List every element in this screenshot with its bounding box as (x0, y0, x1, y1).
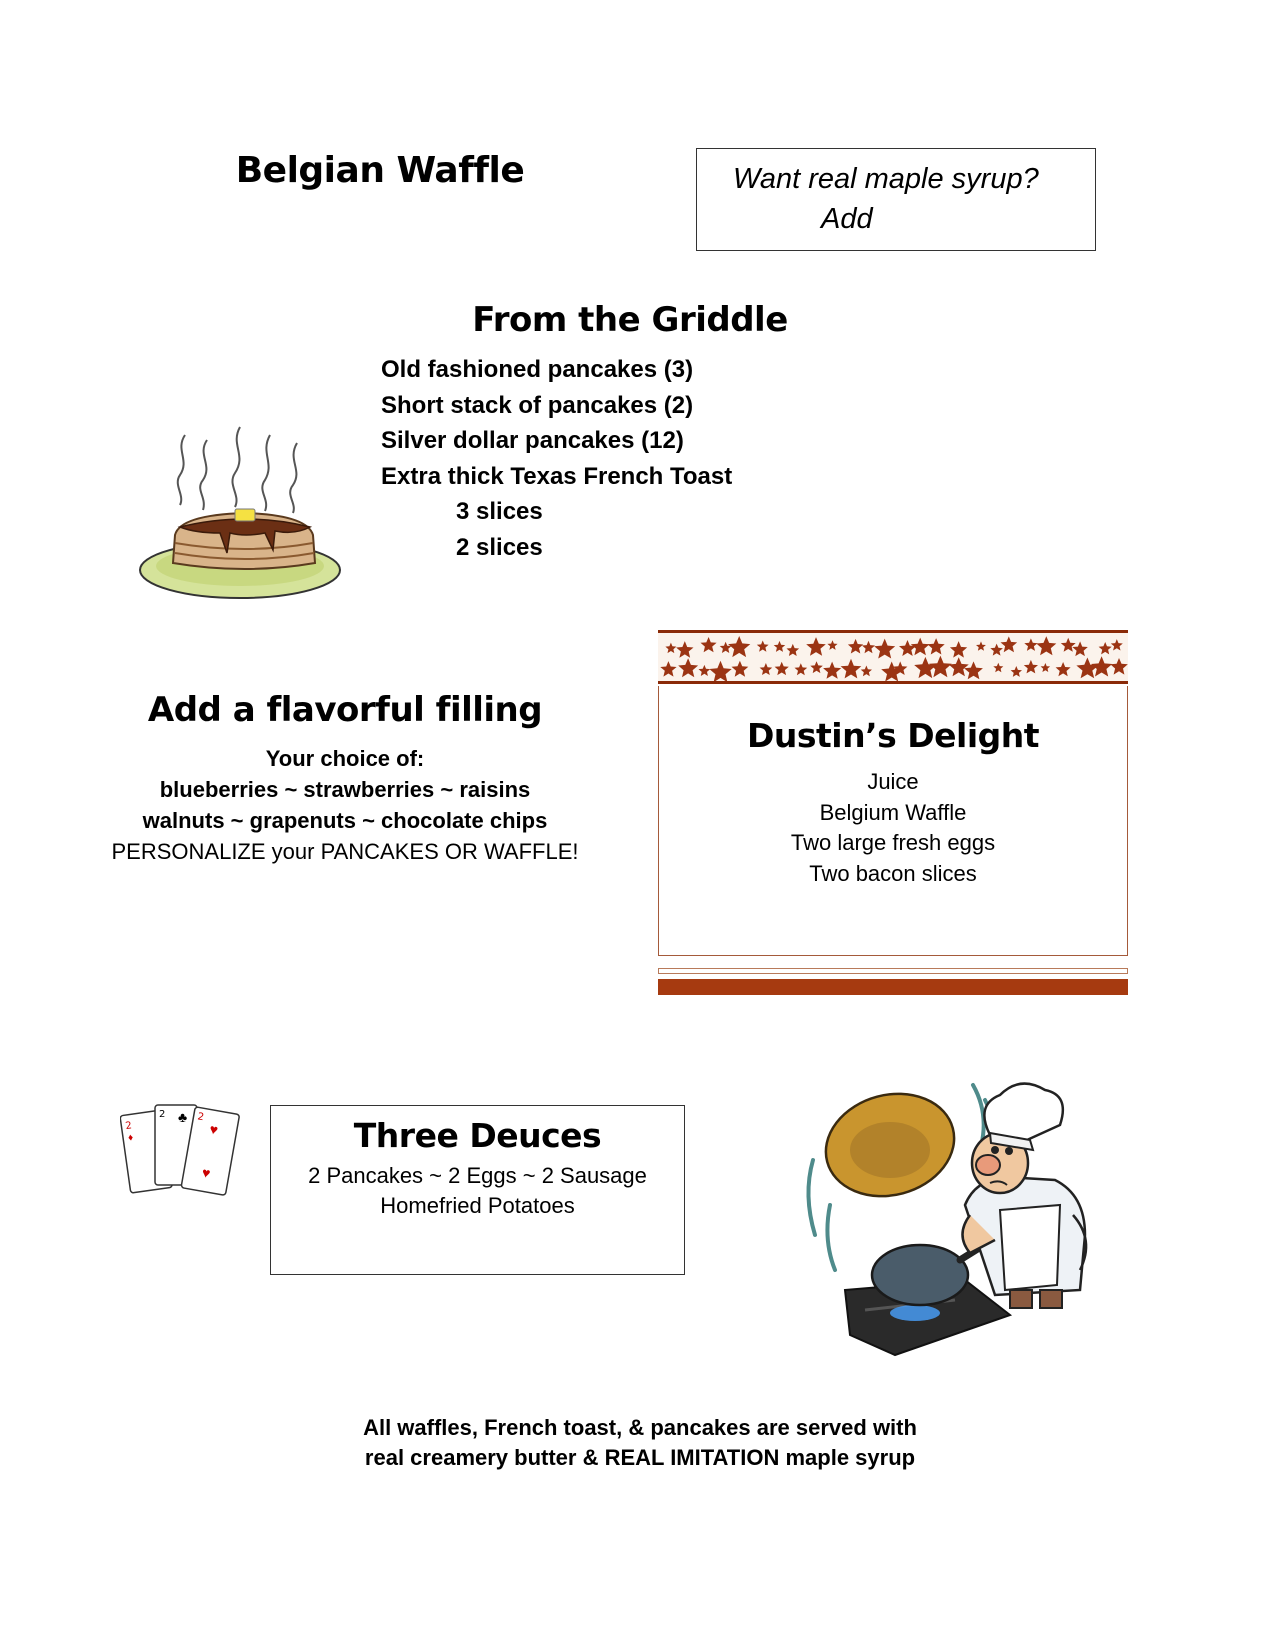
svg-text:♦: ♦ (127, 1132, 135, 1144)
star-shape (787, 644, 800, 656)
divider (658, 979, 1128, 995)
star-shape (1011, 666, 1022, 677)
griddle-item: Extra thick Texas French Toast (381, 462, 733, 490)
filling-description (100, 743, 590, 867)
star-shape (1024, 660, 1038, 674)
dustins-delight-title: Dustin’s Delight (746, 716, 1040, 755)
star-shape (720, 642, 732, 653)
griddle-item: Silver dollar pancakes (12) (381, 427, 684, 454)
star-shape (1110, 658, 1128, 675)
star-shape (701, 637, 717, 652)
star-shape (964, 661, 983, 679)
star-shape (914, 657, 936, 678)
filling-line: walnuts ~ grapenuts ~ chocolate chips (142, 808, 548, 833)
syrup-question: Want real maple syrup? (733, 163, 1039, 195)
chef-flipping-pancake-image (795, 1075, 1100, 1370)
star-shape (950, 641, 967, 658)
star-shape (1036, 636, 1056, 655)
svg-text:2: 2 (196, 1111, 205, 1124)
star-shape (949, 657, 969, 676)
star-shape (976, 641, 986, 650)
footer-line: All waffles, French toast, & pancakes are served with (363, 1415, 917, 1440)
star-shape (1056, 662, 1071, 676)
star-shape (823, 662, 841, 679)
star-shape (927, 638, 944, 654)
filling-line: Your choice of: (265, 746, 425, 771)
griddle-subitem: 3 slices (456, 498, 543, 525)
griddle-item: Old fashioned pancakes (3) (381, 356, 694, 383)
dustins-delight-item: Belgium Waffle (819, 799, 967, 825)
stars-pattern (658, 633, 1128, 681)
three-deuces-items (271, 1161, 684, 1221)
star-shape (899, 640, 916, 656)
griddle-list (381, 352, 732, 565)
star-shape (990, 644, 1003, 656)
star-shape (699, 665, 711, 676)
star-shape (911, 638, 930, 656)
griddle-item: Short stack of pancakes (2) (381, 391, 694, 419)
syrup-add: Add (821, 203, 873, 235)
three-deuces-line: 2 Pancakes ~ 2 Eggs ~ 2 Sausage (308, 1163, 647, 1188)
griddle-title: From the Griddle (472, 300, 788, 340)
three-deuces-title: Three Deuces (353, 1116, 602, 1155)
maple-syrup-box (696, 148, 1096, 251)
star-shape (1024, 638, 1037, 651)
filling-title: Add a flavorful filling (147, 690, 543, 730)
star-shape (760, 663, 773, 675)
star-shape (993, 663, 1003, 673)
belgian-waffle-title: Belgian Waffle (235, 150, 525, 191)
svg-text:2: 2 (159, 1109, 166, 1120)
star-shape (774, 641, 786, 652)
star-shape (1076, 658, 1098, 679)
svg-text:♥: ♥ (200, 1164, 212, 1182)
footer-note (330, 1413, 950, 1473)
stars-border (658, 630, 1128, 684)
star-shape (678, 658, 698, 677)
star-shape (732, 661, 749, 677)
star-shape (841, 659, 862, 679)
svg-text:2: 2 (124, 1120, 133, 1133)
star-shape (676, 641, 693, 658)
star-shape (775, 662, 789, 675)
dustins-delight-item: Two large fresh eggs (790, 830, 996, 855)
star-shape (810, 661, 823, 673)
star-shape (1041, 663, 1051, 672)
dustins-delight-item: Juice (867, 769, 919, 794)
footer-line: real creamery butter & REAL IMITATION maple syrup (364, 1445, 916, 1470)
star-shape (709, 661, 731, 681)
divider (658, 968, 1128, 974)
star-shape (1091, 656, 1112, 676)
star-shape (795, 663, 808, 675)
pancake-stack-image (135, 425, 345, 605)
star-shape (848, 639, 863, 654)
star-shape (806, 637, 826, 656)
star-shape (1001, 636, 1018, 652)
star-shape (1111, 639, 1123, 650)
star-shape (874, 639, 895, 659)
svg-text:♣: ♣ (178, 1109, 188, 1125)
star-shape (1061, 638, 1076, 652)
three-deuces-box (270, 1105, 685, 1275)
svg-text:♥: ♥ (208, 1120, 220, 1138)
star-shape (862, 641, 875, 653)
filling-line: blueberries ~ strawberries ~ raisins (159, 777, 531, 802)
star-shape (929, 656, 952, 678)
dustins-delight-card (658, 630, 1128, 995)
three-deuces-line: Homefried Potatoes (380, 1193, 575, 1218)
star-shape (827, 640, 837, 650)
filling-line: PERSONALIZE your PANCAKES OR WAFFLE! (111, 839, 579, 864)
star-shape (728, 636, 750, 657)
star-shape (757, 641, 769, 652)
star-shape (665, 643, 676, 654)
star-shape (1099, 642, 1112, 654)
playing-cards-image (120, 1100, 255, 1200)
dustins-delight-body (658, 686, 1128, 956)
dustins-delight-item: Two bacon slices (809, 860, 977, 886)
griddle-subitem: 2 slices (456, 533, 543, 561)
star-shape (660, 661, 676, 677)
star-shape (861, 666, 872, 677)
dustins-delight-items (659, 767, 1127, 889)
